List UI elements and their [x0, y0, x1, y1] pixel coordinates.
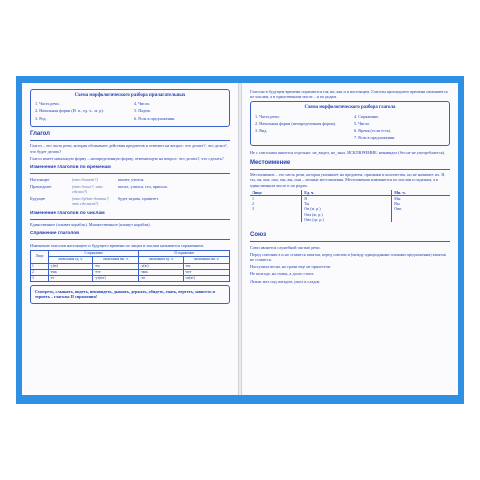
verb-scheme-item: 2. Начальная форма (неопределенная форма). — [255, 120, 337, 126]
adj-item: 5. Падеж. — [134, 108, 151, 114]
conjunction-line: Союз является служебной частью речи. — [250, 244, 321, 250]
conjunction-line: Не полгоде, но очень, а долго стоит. — [250, 271, 314, 277]
conjugation-table — [30, 250, 230, 282]
table-subheader: окончания ед. ч. — [139, 257, 184, 263]
adj-item: 3. Род. — [35, 115, 47, 121]
table-row: 1 -у(ю) -ем -у(ю) -им — [31, 263, 230, 269]
numbers-text: Единственное (плывет корабль). Множественное (плывут корабли). — [30, 222, 151, 228]
table-row: 1 Я Мы — [250, 196, 450, 202]
adj-item: 1. Часть речи. — [35, 101, 60, 107]
conjunction-line: Лежит мел под гнездом, ушел в сладок. — [250, 278, 321, 284]
table-subheader: окончания мн. ч. — [184, 257, 230, 263]
second-conjugation-note: Смотреть, слышать, видеть, ненавидеть, дышать, держать, обидеть, гнать, вертеть, зависеть и терпеть – глаголы II спряжения! — [30, 285, 230, 303]
adj-item: 2. Начальная форма (И. п., ед. ч., м. р). — [35, 108, 104, 114]
adjective-scheme-box — [30, 89, 230, 127]
tenses-heading: Изменение глаголов по временам — [30, 165, 111, 171]
verb-scheme-item: 6. Время (если есть). — [354, 128, 392, 134]
tense-row: Настоящее (что делает?) пишет, учится. — [30, 176, 145, 182]
conjunction-heading: Союз — [250, 232, 267, 239]
verb-scheme-title: Схема морфологического разбора глагола — [304, 105, 396, 111]
divider — [30, 219, 230, 220]
pronoun-heading: Местоимение — [250, 159, 291, 166]
table-row: 3 -ет -ут(ют) -ит -ат(ят) — [31, 276, 230, 282]
pronoun-table — [250, 190, 450, 222]
table-header: Ед. ч. — [302, 190, 392, 196]
table-row: Оно (ср. р.) — [250, 217, 450, 222]
table-header: Мн. ч. — [392, 190, 450, 196]
adj-item: 6. Роль в предложении. — [134, 115, 176, 121]
verb-scheme-box — [250, 101, 450, 146]
verb-definition: Глагол – это часть речи, которая обозначает действия предметов и отвечает на вопрос: что делает?, что делал?, что будет делать? — [30, 143, 228, 154]
tense-row: Будущее (что будет делать?, что сделает?) будет играть, привезет. — [30, 196, 159, 207]
ne-rule: Не с глаголами пишется отдельно: не_видел, не_знал. ИСКЛЮЧЕНИЕ: ненавидел (без не не употребляется). — [250, 150, 446, 156]
table-header: Лицо — [250, 190, 302, 196]
divider — [30, 173, 230, 174]
verb-scheme-item: 7. Роль в предложении. — [354, 135, 396, 141]
verb-scheme-item: 1. Часть речи. — [255, 113, 280, 119]
table-subheader: окончания ед. ч. — [48, 257, 93, 263]
verb-heading: Глагол — [30, 130, 50, 137]
table-header: I спряжение — [48, 251, 139, 257]
verb-scheme-item: 4. Спряжение. — [354, 113, 380, 119]
table-header: Лицо — [31, 251, 49, 263]
table-subheader: окончания мн. ч. — [93, 257, 139, 263]
pronoun-definition: Местоимение – это часть речи, которая указывает на предметы, признаки и количества, но не называет их. Я, ты, он, она, оно, мы, вы, они – личные местоимения. Местоимения изменяются по числам и падежам, а в единственном числе и по родам. — [250, 172, 446, 188]
table-row: 2 Ты Вы — [250, 201, 450, 206]
conjunction-line: Перед союзами а и но ставится запятая, перед союзом и (между однородными членами предложения) запятая не ставится. — [250, 251, 446, 263]
verb-initial-form: Глагол имеет начальную форму – неопределенную форму, отвечающую на вопрос: что делать?, что сделать? — [30, 155, 224, 161]
divider — [250, 169, 450, 170]
conjugation-text: Изменение глаголов настоящего и будущего времени по лицам и числам называется спряжением. — [30, 243, 204, 249]
table-row: Она (ж. р.) — [250, 212, 450, 217]
verb-scheme-item: 5. Число. — [354, 120, 371, 126]
numbers-heading: Изменение глаголов по числам — [30, 210, 105, 216]
verb-scheme-item: 3. Вид. — [255, 128, 268, 134]
adj-item: 4. Число. — [134, 101, 151, 107]
left-page — [22, 83, 238, 395]
table-header: II спряжение — [139, 251, 230, 257]
adjective-scheme-title: Схема морфологического разбора прилагательных — [74, 93, 186, 98]
tense-row: Прошедшее (что делал?, что сделал?) писал, учился, сел, пришла. — [30, 183, 168, 195]
divider — [30, 140, 230, 141]
conjugation-heading: Спряжение глаголов — [30, 231, 80, 237]
table-row: 2 -ешь -ете -ишь -ите — [31, 269, 230, 275]
divider — [30, 239, 230, 240]
table-row: 3 Он (м. р.) Они — [250, 206, 450, 211]
conjunction-line: Наступила весна, но грачи еще не прилетели. — [250, 264, 332, 270]
future-tense-intro: Глаголы в будущем времени спрягаются так же, как и в настоящем. Глаголы прошедшего времени изменяются по числам, а в единственном числе – и по родам. — [250, 89, 448, 100]
right-page — [242, 83, 458, 395]
divider — [250, 241, 450, 242]
